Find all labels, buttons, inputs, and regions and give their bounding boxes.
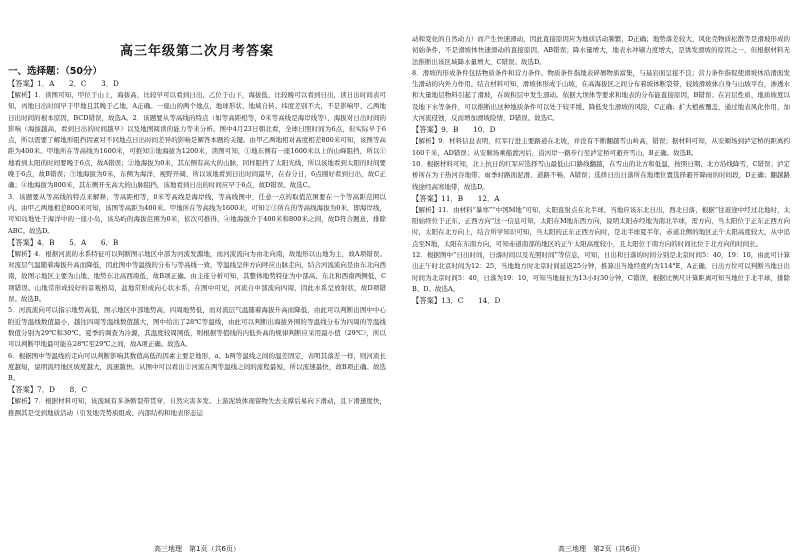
page-title: 高三年级第二次月考答案 bbox=[119, 44, 274, 59]
answer-line: 【答案】1．A 2．C 3．D bbox=[8, 79, 119, 88]
answer-line: 【答案】13．C 14．D bbox=[412, 296, 501, 306]
explanation-paragraph: 【解析】9．材料信息表明，红军行进主要路道在北坡，并没有不断翻越雪山岭高，错误；据材料可知，从安顺场到泸定桥的距离约160千米，AD错误；从安顺场乘船渡河后，沿河岸一路步行至泸定桥可避开雪山，B正确。故选B。 bbox=[412, 137, 790, 157]
answer-line: 【答案】4．B 5．A 6．B bbox=[8, 237, 119, 247]
explanation-paragraph: 8．滑坡的形成条件包括物质条件和营力条件。物质条件指地表碎屑物质富集，与基岩面呈接不良；营力条件指促使滑坡体沿滑面发生滑动的内外力作用。结合材料可知，滑坡体形成于山坡，在高海拔区之间分布着坡体断裂带，较坡滑坡体自身与山坡平台，渗透水和大量地层物料引起了滑坡，在坡积层中发生滑动。依据大坝体等要求和地表的分布能直接原因，B错误；在岩层性质、地质坡度以及地下水等条件，可以推断出这种地质条件可以处于较平缓，降低发生滑坡的风险，C正确；扩大植被覆盖，通过地表风化作用，加大河流侵蚀，反而增加滑坡险情，D错误。故选C。 bbox=[412, 68, 790, 123]
explanation-paragraph: 3．该题要从等高线的特点来解释，等高距相等，0米等高线是海岸线，等高线图中，任意一点的取值范围要在一个等高距范围以内。由甲乙两地相差800米可知，该图等高距为400米。甲地所在等高线为1600米，可知②③所在的等高线海拔为0米，即海岸线，可知岛地处于海洋中的一座小岛，该岛屿的海拔范围为0米，依次可推得，④地海拔介于400米和800米之间，故D符合题意，排除ABC。故选D。 bbox=[8, 192, 386, 235]
page-footer: 高三地理 第2页（共6页） bbox=[558, 545, 644, 553]
section-heading: 一、选择题：（50分） bbox=[8, 66, 102, 77]
explanation-paragraph: 【解析】11．由材料“暴寒”“中国M地”可知，太阳直射点在北半球，当地应该东北日出，西北日落，根据“往返途中经过北地时，太阳始终位于正东、正西方向”这一信息可知，太阳在M地东西方向，说明太阳赤经地为南北半球，需方向，当太阳位于正东正西方向时，太阳在北方向上，结合所学知识可知，当太阳的正东正西方向时，是北半球夏半年，赤道北侧的地区正午太阳高度较大，从中追点至N地，太阳在东南方向，可知赤道南部的地区的正午太阳高度较小，且太阳位于南方向的时间比位于北方向的时间长。 bbox=[412, 205, 790, 248]
explanation-paragraph: 10．根据材料可知，北上抗日的红军应选择雪山最低山口路线翻越，在雪山的北方和低温，按照日期、北方沿线降雪，C错误；泸定桥所在为干热河谷地带、雨季时路面泥滑、道路不畅，A错误；选择日出日落所在地理位置选择避开降雨的时间段，D正确；翻越路线途经高寒地带，故选D。 bbox=[412, 159, 790, 191]
answer-line: 【答案】9．B 10．D bbox=[412, 125, 496, 135]
explanation-paragraph: 动和变化的自然动力）而产生快速滑动，因此直接原因应为地质活动频繁，D正确；地势落差较大、风化壳物质松散等是滑坡形成的初始条件，不是滑坡体快速滑动的直接原因，AB错误；降水量增大，地表水冲刷力度增大，是诱发滑坡的原因之一，但根据材料无法推断出该区域降水量增大，C错误。故选D。 bbox=[412, 35, 790, 66]
answer-line: 【答案】11．B 12．A bbox=[412, 193, 500, 203]
explanation-paragraph: 【解析】7．根据材料可知，该流域有多条断裂带贯穿，自然灾害多发。上游泥坡体现留物失去支撑后易向下滑动，且下滑速度快，推测其是受到地质活动（引发地壳势质组成、内部结构和地表形态运 bbox=[8, 397, 386, 417]
left-column bbox=[8, 0, 386, 560]
answer-line: 【答案】7．D 8．C bbox=[8, 385, 88, 395]
explanation-paragraph: 【解析】4．根据河流的水系特征可以判断图示地区中部为河流发源地，而河流流向为由北向南，故地形以山地为主，故A项错误。对流层气温随着海拔升高而降低，因此图中等温线的分布与等高线一致，等温线呈伴方向呼应山脉走向，结合河流流向是由东北向西南，故图示地区主要为山地、地势东北高西南低，故B项正确。由主连分析可知，其整体地势特征为中部高、东北和西南两侧低，C项错误。山地常形成较好的景观格局，盆地常形成向心状水系，在图中可见，河流自中部流向四周，因此水系呈放射状，故D项错误。故选B。 bbox=[8, 249, 386, 304]
explanation-paragraph: 【解析】1．读图可知，甲位于山上，海拔高，比较早可以看到日出，乙位于山下，海拔低，比较晚可以看到日出，读日出时间表可知，丙地日出时间早于甲地且其晚于乙地，A正确。一座山的两个地点，地球形状、地域自转、纬度差别不大，不是影响甲、乙两地日出时间的根本原因，BCD错误，故选A。2．该题要从等高线的特点（如等高距相等，0米等高线是海岸线等），海拔对日出时间的影响（海拔越高，看到日出的时间越早）以及地图阅读的能力等来分析。图中4月23日朝北看，全球日照时间为6点，但实际早于6点，所以需要了解地形阻挡因素对不同地点日出时间差异的影响是解答本题的关键。由甲乙两地相对高度相差800米可知，该图等高距为400米。甲地所在等高线为1600米，可推知①地海拔为1200米，读图可知，①地东侧有一座1600米以上的山峰阻挡，所以①地看到太阳的时间要晚于6点，故A错误；②地海拔为0米，其东侧有高大的山脉，同样阻挡了太阳光线，所以该地看到太阳的时间要晚于6点，故B错误；③地海拔为0米，东侧为海洋，视野开阔，所以该地看到日出时间最早，在春分日，6点刚好看到日出，故C正确；④地海拔为800米，其东侧开无高大的山脉阻挡，该地看到日出的时间应早于6点，故D错误。故选C。 bbox=[8, 91, 386, 190]
page-footer: 高三地理 第1页（共6页） bbox=[154, 545, 240, 553]
explanation-paragraph: 5．河流流向可以指示地势高低，图示地区中部地势高，四周地势低，而对流层气温随着海拔升高而降低，由此可以判断出图中中心附近等温线数值最小，越往四周等温线数值越大，图中给出了28℃等温线，由此可以判断出海拔外围的等温线分布为四周的等温线数值分别为29℃和30℃。夏季的调查为冷源，其温度较周围低，则根据等值线的内低外高的规律判断应采用最小值（29℃），所以可以判断甲地最可能在28℃至29℃之间，故A项正确。故选A。 bbox=[8, 306, 386, 349]
explanation-paragraph: 6．根据图中等温线的走向可以判断影响其数值高低的因素主要是地形，a、b两等温线之间的温差固定，表明其落差一样，则河流长度越短，说明流经地区坡度越大，流速越快。从图中可以看出②河流在两等温线之间的流程最短，所以流速最快，故B项正确。故选B。 bbox=[8, 351, 386, 383]
explanation-paragraph: 12．根据图中“日出时间，日落时间以及光照时间”等信息，可知，日出和日落的时间分别是北京时间5：40，19：10，由此可计算出正午时北京时间为12：25，当地地方时北京时间延迟25分钟，推算出当地经度约为114°E，A正确，日出方位可以判断当地日出时间为北京时间5：40，日落为19：10，可知当地昼长为13小时30分钟，C错误，根据比例尺计算距离可知当地位于北半球，排除B、D。故选A。 bbox=[412, 251, 790, 293]
right-column bbox=[412, 0, 790, 560]
